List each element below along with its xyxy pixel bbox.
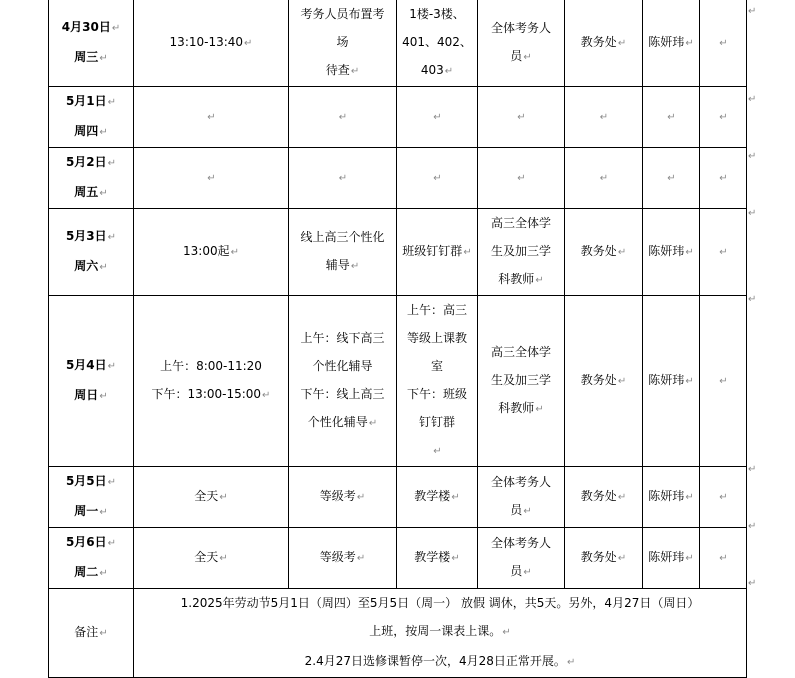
- date-cell: [49, 467, 134, 528]
- participants-cell: [478, 0, 565, 87]
- time-line-text: 13:00起: [183, 244, 230, 258]
- participants-line-text: 生及加三学: [490, 244, 551, 258]
- paragraph-mark: ↵: [523, 567, 532, 578]
- participants-line: [480, 366, 562, 394]
- person-text: 陈妍玮: [648, 373, 685, 387]
- weekday-text: 周四↵: [74, 124, 108, 138]
- paragraph-mark: ↵: [523, 51, 532, 63]
- department-text: 教务处: [580, 244, 617, 258]
- date-text: 5月2日↵: [65, 155, 117, 169]
- person-cell: [643, 87, 700, 148]
- time-line-text: 13:10-13:40: [169, 34, 244, 49]
- activity-line: [291, 251, 394, 281]
- date-text: 5月3日↵: [65, 229, 117, 243]
- time-cell: [134, 0, 289, 87]
- location-line-text: 班级钉钉群: [402, 244, 463, 258]
- time-cell: [134, 296, 289, 467]
- paragraph-mark: ↵: [719, 247, 728, 258]
- person-text: 陈妍玮: [648, 550, 685, 564]
- activity-line-text: 场: [336, 34, 349, 49]
- paragraph-mark: ↵: [463, 247, 472, 258]
- activity-line: [291, 482, 394, 512]
- participants-line-text: 全体考务人: [490, 475, 551, 489]
- row-end-mark: ↵: [748, 578, 757, 589]
- paragraph-mark: ↵: [451, 492, 460, 503]
- paragraph-mark: ↵: [207, 173, 216, 184]
- row-end-mark: ↵: [748, 294, 757, 305]
- weekday-text: 周一↵: [74, 504, 108, 518]
- paragraph-mark: ↵: [107, 158, 117, 169]
- department-text: 教务处: [580, 550, 617, 564]
- paragraph-mark: ↵: [617, 37, 627, 49]
- paragraph-mark: ↵: [99, 391, 108, 402]
- paragraph-mark: ↵: [685, 553, 694, 564]
- time-line: [136, 237, 286, 267]
- date-text: 4月30日↵: [61, 19, 121, 34]
- table-body: [49, 0, 747, 678]
- paragraph-mark: ↵: [368, 418, 378, 429]
- participants-line: [480, 557, 562, 587]
- location-line-text: 上午：高三: [406, 303, 467, 317]
- paragraph-mark: ↵: [219, 492, 228, 503]
- paragraph-mark: ↵: [433, 446, 442, 457]
- weekday-text: 周六↵: [74, 259, 108, 273]
- participants-line-text: 科教师: [498, 272, 535, 286]
- activity-line-text: 等级考: [319, 550, 356, 564]
- paragraph-mark: ↵: [451, 553, 460, 564]
- location-line: [399, 482, 475, 512]
- activity-cell: [289, 0, 397, 87]
- paragraph-mark: ↵: [719, 553, 728, 564]
- location-line: [399, 380, 475, 408]
- location-cell: [397, 0, 478, 87]
- person-cell: [643, 296, 700, 467]
- time-line-text: 下午：13:00-15:00: [151, 387, 262, 401]
- time-cell: [134, 209, 289, 296]
- paragraph-mark: ↵: [719, 376, 728, 387]
- row-end-mark: ↵: [748, 6, 757, 17]
- location-cell: [397, 209, 478, 296]
- time-line-text: 上午：8:00-11:20: [160, 359, 262, 373]
- paragraph-mark: ↵: [99, 568, 108, 579]
- remarks-line-text: 1.2025年劳动节5月1日（周四）至5月5日（周一） 放假 调休，共5天。另外，4月27日（周日）: [180, 596, 700, 610]
- location-cell: [397, 296, 478, 467]
- remarks-line-text: 上班，按周一课表上课。: [369, 624, 502, 638]
- participants-line-text: 高三全体学: [490, 345, 551, 359]
- remarks-line-text: 2.4月27日选修课暂停一次，4月28日正常开展。: [304, 654, 566, 668]
- paragraph-mark: ↵: [617, 376, 627, 387]
- location-cell: [397, 528, 478, 589]
- paragraph-mark: ↵: [338, 173, 348, 184]
- table-row: [49, 528, 747, 589]
- participants-line-text: 科教师: [498, 401, 535, 415]
- time-line: [136, 352, 286, 380]
- activity-line-text: 等级考: [319, 489, 356, 503]
- person-cell: [643, 209, 700, 296]
- paragraph-mark: ↵: [230, 247, 239, 258]
- paragraph-mark: ↵: [444, 65, 454, 77]
- activity-line: [291, 380, 394, 408]
- activity-line-text: 辅导: [325, 258, 350, 272]
- note-cell: [700, 0, 747, 87]
- paragraph-mark: ↵: [107, 361, 117, 372]
- activity-line: [291, 352, 394, 380]
- paragraph-mark: ↵: [535, 404, 544, 415]
- paragraph-mark: ↵: [685, 492, 694, 503]
- paragraph-mark: ↵: [107, 97, 117, 108]
- date-cell: [49, 209, 134, 296]
- paragraph-mark: ↵: [111, 22, 121, 34]
- date-cell: [49, 296, 134, 467]
- date-cell: [49, 148, 134, 209]
- paragraph-mark: ↵: [107, 538, 117, 549]
- paragraph-mark: ↵: [99, 262, 108, 273]
- activity-cell: [289, 528, 397, 589]
- date-cell: [49, 87, 134, 148]
- location-line: [399, 436, 475, 466]
- activity-line: [291, 324, 394, 352]
- participants-line: [480, 338, 562, 366]
- person-cell: [643, 0, 700, 87]
- person-text: 陈妍玮: [648, 489, 685, 503]
- paragraph-mark: ↵: [502, 627, 511, 638]
- time-line: [136, 380, 286, 410]
- time-cell: [134, 87, 289, 148]
- table-row: [49, 87, 747, 148]
- activity-line-text: 考务人员布置考: [300, 6, 385, 21]
- paragraph-mark: ↵: [207, 112, 216, 123]
- location-line: [399, 408, 475, 436]
- paragraph-mark: ↵: [244, 37, 253, 49]
- department-cell: [565, 528, 643, 589]
- note-cell: [700, 528, 747, 589]
- time-cell: [134, 148, 289, 209]
- participants-line: [480, 14, 562, 42]
- participants-line: [480, 468, 562, 496]
- paragraph-mark: ↵: [107, 232, 117, 243]
- location-cell: [397, 148, 478, 209]
- paragraph-mark: ↵: [599, 173, 609, 184]
- note-cell: [700, 296, 747, 467]
- row-end-mark: ↵: [748, 208, 757, 219]
- time-line: [136, 543, 286, 573]
- location-line-text: 401、402、: [402, 34, 472, 49]
- location-line-text: 钉钉群: [418, 415, 455, 429]
- department-cell: [565, 296, 643, 467]
- paragraph-mark: ↵: [517, 173, 526, 184]
- weekday-text: 周三↵: [74, 49, 108, 64]
- location-line: [399, 543, 475, 573]
- paragraph-mark: ↵: [99, 628, 108, 639]
- activity-line-text: 个性化辅导: [307, 415, 368, 429]
- participants-cell: [478, 467, 565, 528]
- activity-line: [291, 56, 394, 86]
- paragraph-mark: ↵: [599, 112, 609, 123]
- paragraph-mark: ↵: [535, 275, 544, 286]
- department-cell: [565, 209, 643, 296]
- activity-line: [291, 28, 394, 56]
- remarks-label: 备注: [74, 625, 99, 639]
- location-line-text: 教学楼: [414, 550, 451, 564]
- location-line-text: 等级上课教: [406, 331, 467, 345]
- note-cell: [700, 209, 747, 296]
- participants-cell: [478, 87, 565, 148]
- activity-cell: [289, 209, 397, 296]
- time-cell: [134, 467, 289, 528]
- remarks-line: [136, 589, 744, 617]
- participants-line-text: 生及加三学: [490, 373, 551, 387]
- location-line: [399, 0, 475, 28]
- schedule-table: [48, 0, 747, 678]
- paragraph-mark: ↵: [685, 376, 694, 387]
- location-line: [399, 28, 475, 56]
- paragraph-mark: ↵: [433, 173, 442, 184]
- paragraph-mark: ↵: [617, 553, 627, 564]
- remarks-text-cell: [134, 589, 747, 678]
- department-text: 教务处: [580, 489, 617, 503]
- paragraph-mark: ↵: [719, 173, 728, 184]
- paragraph-mark: ↵: [719, 37, 728, 49]
- participants-line: [480, 496, 562, 526]
- department-cell: [565, 148, 643, 209]
- paragraph-mark: ↵: [667, 112, 676, 123]
- participants-line-text: 全体考务人: [490, 20, 551, 35]
- person-text: 陈妍玮: [648, 244, 685, 258]
- participants-line: [480, 265, 562, 295]
- location-line: [399, 237, 475, 267]
- remarks-row: [49, 589, 747, 678]
- person-cell: [643, 148, 700, 209]
- note-cell: [700, 87, 747, 148]
- paragraph-mark: ↵: [523, 506, 532, 517]
- row-end-mark: ↵: [748, 464, 757, 475]
- row-end-mark: ↵: [748, 521, 757, 532]
- table-row: [49, 209, 747, 296]
- location-line: [399, 56, 475, 86]
- participants-line-text: 员: [510, 564, 523, 578]
- date-text: 5月6日↵: [65, 535, 117, 549]
- participants-line: [480, 529, 562, 557]
- person-cell: [643, 528, 700, 589]
- paragraph-mark: ↵: [99, 188, 108, 199]
- paragraph-mark: ↵: [99, 127, 108, 138]
- department-text: 教务处: [580, 373, 617, 387]
- date-text: 5月1日↵: [65, 94, 117, 108]
- participants-line-text: 员: [510, 503, 523, 517]
- participants-line: [480, 209, 562, 237]
- row-end-mark: ↵: [748, 94, 757, 105]
- paragraph-mark: ↵: [617, 492, 627, 503]
- participants-cell: [478, 528, 565, 589]
- remarks-line: [136, 647, 744, 677]
- paragraph-mark: ↵: [99, 52, 108, 64]
- weekday-text: 周二↵: [74, 565, 108, 579]
- participants-line: [480, 394, 562, 424]
- paragraph-mark: ↵: [433, 112, 442, 123]
- weekday-text: 周日↵: [74, 388, 108, 402]
- weekday-text: 周五↵: [74, 185, 108, 199]
- location-cell: [397, 87, 478, 148]
- participants-line: [480, 237, 562, 265]
- location-line-text: 室: [430, 359, 443, 373]
- department-cell: [565, 0, 643, 87]
- person-text: 陈妍玮: [648, 34, 685, 49]
- activity-line: [291, 223, 394, 251]
- paragraph-mark: ↵: [685, 37, 694, 49]
- department-text: 教务处: [580, 34, 617, 49]
- activity-line-text: 下午：线上高三: [300, 387, 385, 401]
- time-line: [136, 28, 286, 58]
- paragraph-mark: ↵: [350, 261, 360, 272]
- activity-cell: [289, 296, 397, 467]
- person-cell: [643, 467, 700, 528]
- table-row: [49, 296, 747, 467]
- activity-line: [291, 0, 394, 28]
- location-line-text: 下午：班级: [406, 387, 467, 401]
- paragraph-mark: ↵: [338, 112, 348, 123]
- paragraph-mark: ↵: [219, 553, 228, 564]
- activity-line-text: 上午：线下高三: [300, 331, 385, 345]
- remarks-label-cell: [49, 589, 134, 678]
- activity-cell: [289, 467, 397, 528]
- time-line-text: 全天: [194, 550, 219, 564]
- paragraph-mark: ↵: [719, 492, 728, 503]
- paragraph-mark: ↵: [107, 477, 117, 488]
- location-line-text: 教学楼: [414, 489, 451, 503]
- paragraph-mark: ↵: [262, 390, 271, 401]
- table-row: [49, 0, 747, 87]
- paragraph-mark: ↵: [667, 173, 676, 184]
- department-cell: [565, 467, 643, 528]
- date-cell: [49, 0, 134, 87]
- note-cell: [700, 148, 747, 209]
- paragraph-mark: ↵: [566, 657, 576, 668]
- location-line: [399, 296, 475, 324]
- activity-cell: [289, 148, 397, 209]
- paragraph-mark: ↵: [517, 112, 526, 123]
- activity-line-text: 待查: [325, 62, 350, 77]
- paragraph-mark: ↵: [356, 553, 366, 564]
- paragraph-mark: ↵: [99, 507, 108, 518]
- location-cell: [397, 467, 478, 528]
- participants-cell: [478, 296, 565, 467]
- activity-line: [291, 408, 394, 438]
- paragraph-mark: ↵: [617, 247, 627, 258]
- note-cell: [700, 467, 747, 528]
- date-text: 5月5日↵: [65, 474, 117, 488]
- paragraph-mark: ↵: [356, 492, 366, 503]
- time-cell: [134, 528, 289, 589]
- participants-line-text: 高三全体学: [490, 216, 551, 230]
- paragraph-mark: ↵: [685, 247, 694, 258]
- location-line: [399, 324, 475, 352]
- date-text: 5月4日↵: [65, 358, 117, 372]
- remarks-line: [136, 617, 744, 647]
- time-line-text: 全天: [194, 489, 219, 503]
- activity-line-text: 个性化辅导: [312, 359, 373, 373]
- table-row: [49, 467, 747, 528]
- department-cell: [565, 87, 643, 148]
- date-cell: [49, 528, 134, 589]
- participants-cell: [478, 209, 565, 296]
- participants-line: [480, 42, 562, 72]
- location-line-text: 403: [420, 62, 444, 77]
- participants-line-text: 全体考务人: [490, 536, 551, 550]
- participants-cell: [478, 148, 565, 209]
- activity-line: [291, 543, 394, 573]
- time-line: [136, 482, 286, 512]
- row-end-mark: ↵: [748, 151, 757, 162]
- participants-line-text: 员: [510, 48, 523, 63]
- activity-cell: [289, 87, 397, 148]
- table-row: [49, 148, 747, 209]
- paragraph-mark: ↵: [350, 65, 360, 77]
- paragraph-mark: ↵: [719, 112, 728, 123]
- location-line: [399, 352, 475, 380]
- location-line-text: 1楼-3楼、: [409, 6, 465, 21]
- activity-line-text: 线上高三个性化: [300, 230, 385, 244]
